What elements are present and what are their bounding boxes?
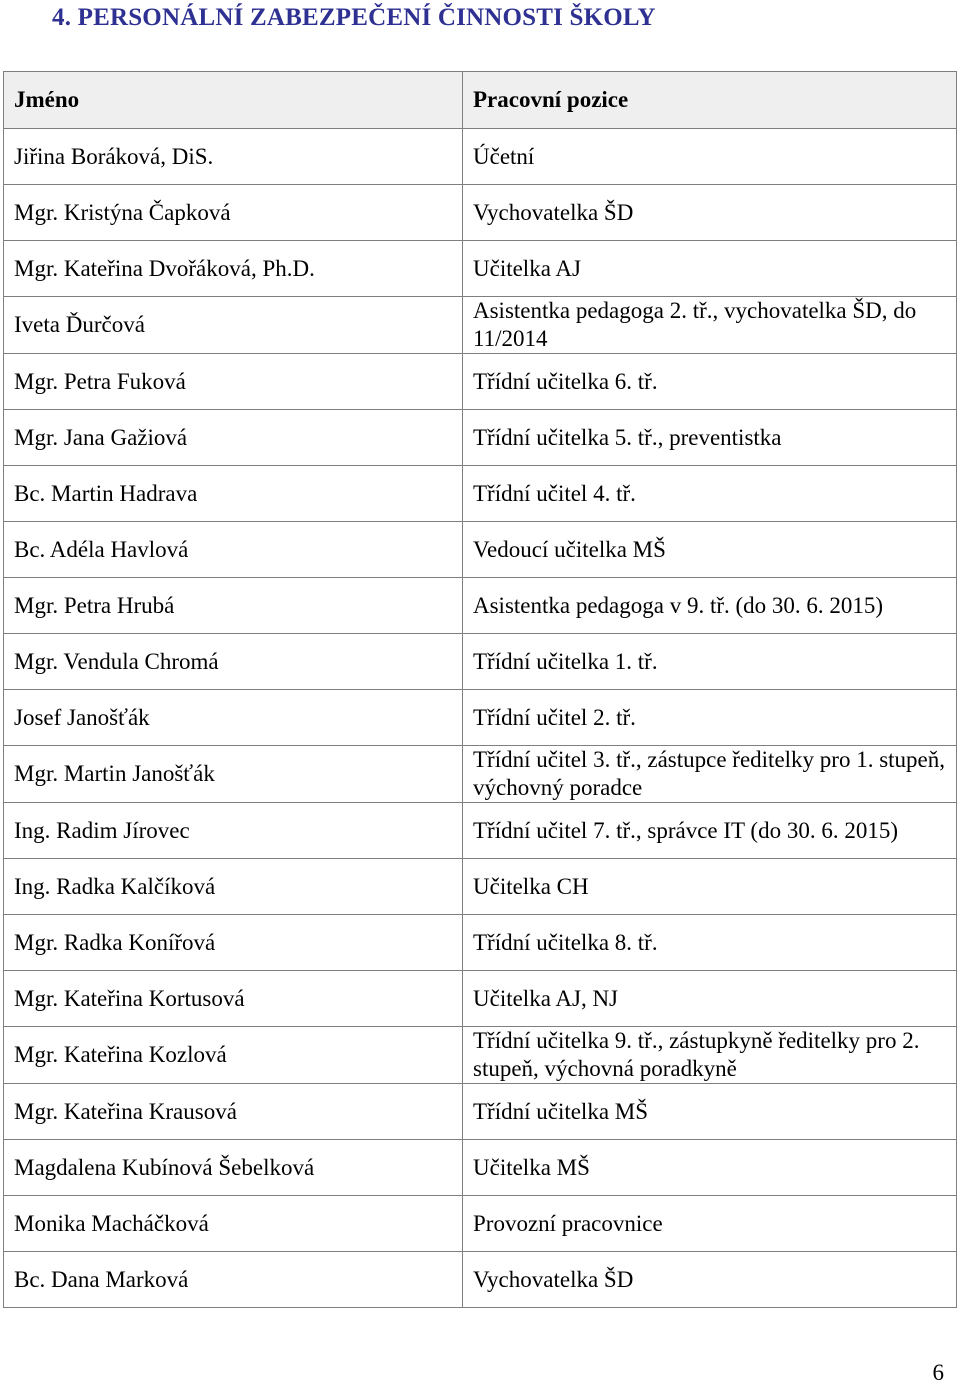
table-row <box>4 578 957 634</box>
cell-name: Bc. Adéla Havlová <box>4 522 463 578</box>
cell-name: Mgr. Vendula Chromá <box>4 634 463 690</box>
cell-name: Bc. Dana Marková <box>4 1252 463 1308</box>
staff-table <box>3 71 957 1308</box>
cell-name: Mgr. Martin Janošťák <box>4 746 463 803</box>
table-row <box>4 241 957 297</box>
header-position: Pracovní pozice <box>463 72 957 129</box>
table-row <box>4 1252 957 1308</box>
cell-name: Magdalena Kubínová Šebelková <box>4 1140 463 1196</box>
cell-name: Mgr. Kateřina Kortusová <box>4 971 463 1027</box>
cell-name: Mgr. Petra Fuková <box>4 354 463 410</box>
table-row <box>4 522 957 578</box>
cell-position: Třídní učitelka 1. tř. <box>463 634 957 690</box>
cell-position: Třídní učitelka 5. tř., preventistka <box>463 410 957 466</box>
table-row <box>4 1027 957 1084</box>
cell-position: Třídní učitel 3. tř., zástupce ředitelky pro 1. stupeň, výchovný poradce <box>463 746 957 803</box>
cell-position: Učitelka MŠ <box>463 1140 957 1196</box>
cell-position: Provozní pracovnice <box>463 1196 957 1252</box>
header-name: Jméno <box>4 72 463 129</box>
table-row <box>4 466 957 522</box>
cell-name: Mgr. Petra Hrubá <box>4 578 463 634</box>
cell-name: Ing. Radim Jírovec <box>4 803 463 859</box>
table-row <box>4 746 957 803</box>
cell-position: Asistentka pedagoga 2. tř., vychovatelka ŠD, do 11/2014 <box>463 297 957 354</box>
table-row <box>4 1140 957 1196</box>
cell-name: Mgr. Kristýna Čapková <box>4 185 463 241</box>
table-row <box>4 354 957 410</box>
cell-position: Učitelka CH <box>463 859 957 915</box>
cell-name: Josef Janošťák <box>4 690 463 746</box>
cell-position: Třídní učitelka 6. tř. <box>463 354 957 410</box>
cell-position: Třídní učitel 2. tř. <box>463 690 957 746</box>
cell-position: Třídní učitel 7. tř., správce IT (do 30. 6. 2015) <box>463 803 957 859</box>
table-row <box>4 297 957 354</box>
table-row <box>4 1084 957 1140</box>
cell-name: Mgr. Jana Gažiová <box>4 410 463 466</box>
cell-position: Třídní učitelka 9. tř., zástupkyně ředitelky pro 2. stupeň, výchovná poradkyně <box>463 1027 957 1084</box>
cell-position: Třídní učitelka MŠ <box>463 1084 957 1140</box>
section-heading: 4. PERSONÁLNÍ ZABEZPEČENÍ ČINNOSTI ŠKOLY <box>52 4 656 31</box>
cell-position: Třídní učitel 4. tř. <box>463 466 957 522</box>
table-row <box>4 185 957 241</box>
cell-position: Vychovatelka ŠD <box>463 1252 957 1308</box>
table-row <box>4 634 957 690</box>
cell-name: Mgr. Kateřina Krausová <box>4 1084 463 1140</box>
table-row <box>4 859 957 915</box>
cell-name: Mgr. Radka Konířová <box>4 915 463 971</box>
cell-name: Bc. Martin Hadrava <box>4 466 463 522</box>
table-row <box>4 803 957 859</box>
cell-position: Asistentka pedagoga v 9. tř. (do 30. 6. 2015) <box>463 578 957 634</box>
cell-position: Učitelka AJ <box>463 241 957 297</box>
cell-name: Jiřina Boráková, DiS. <box>4 129 463 185</box>
cell-name: Mgr. Kateřina Dvořáková, Ph.D. <box>4 241 463 297</box>
table-row <box>4 971 957 1027</box>
table-row <box>4 690 957 746</box>
cell-position: Vychovatelka ŠD <box>463 185 957 241</box>
table-row <box>4 129 957 185</box>
table-header-row <box>4 72 957 129</box>
table-row <box>4 915 957 971</box>
cell-name: Monika Macháčková <box>4 1196 463 1252</box>
cell-position: Účetní <box>463 129 957 185</box>
cell-name: Iveta Ďurčová <box>4 297 463 354</box>
table-row <box>4 410 957 466</box>
cell-name: Mgr. Kateřina Kozlová <box>4 1027 463 1084</box>
cell-position: Vedoucí učitelka MŠ <box>463 522 957 578</box>
cell-position: Třídní učitelka 8. tř. <box>463 915 957 971</box>
table-row <box>4 1196 957 1252</box>
cell-name: Ing. Radka Kalčíková <box>4 859 463 915</box>
page-number: 6 <box>932 1360 944 1385</box>
cell-position: Učitelka AJ, NJ <box>463 971 957 1027</box>
